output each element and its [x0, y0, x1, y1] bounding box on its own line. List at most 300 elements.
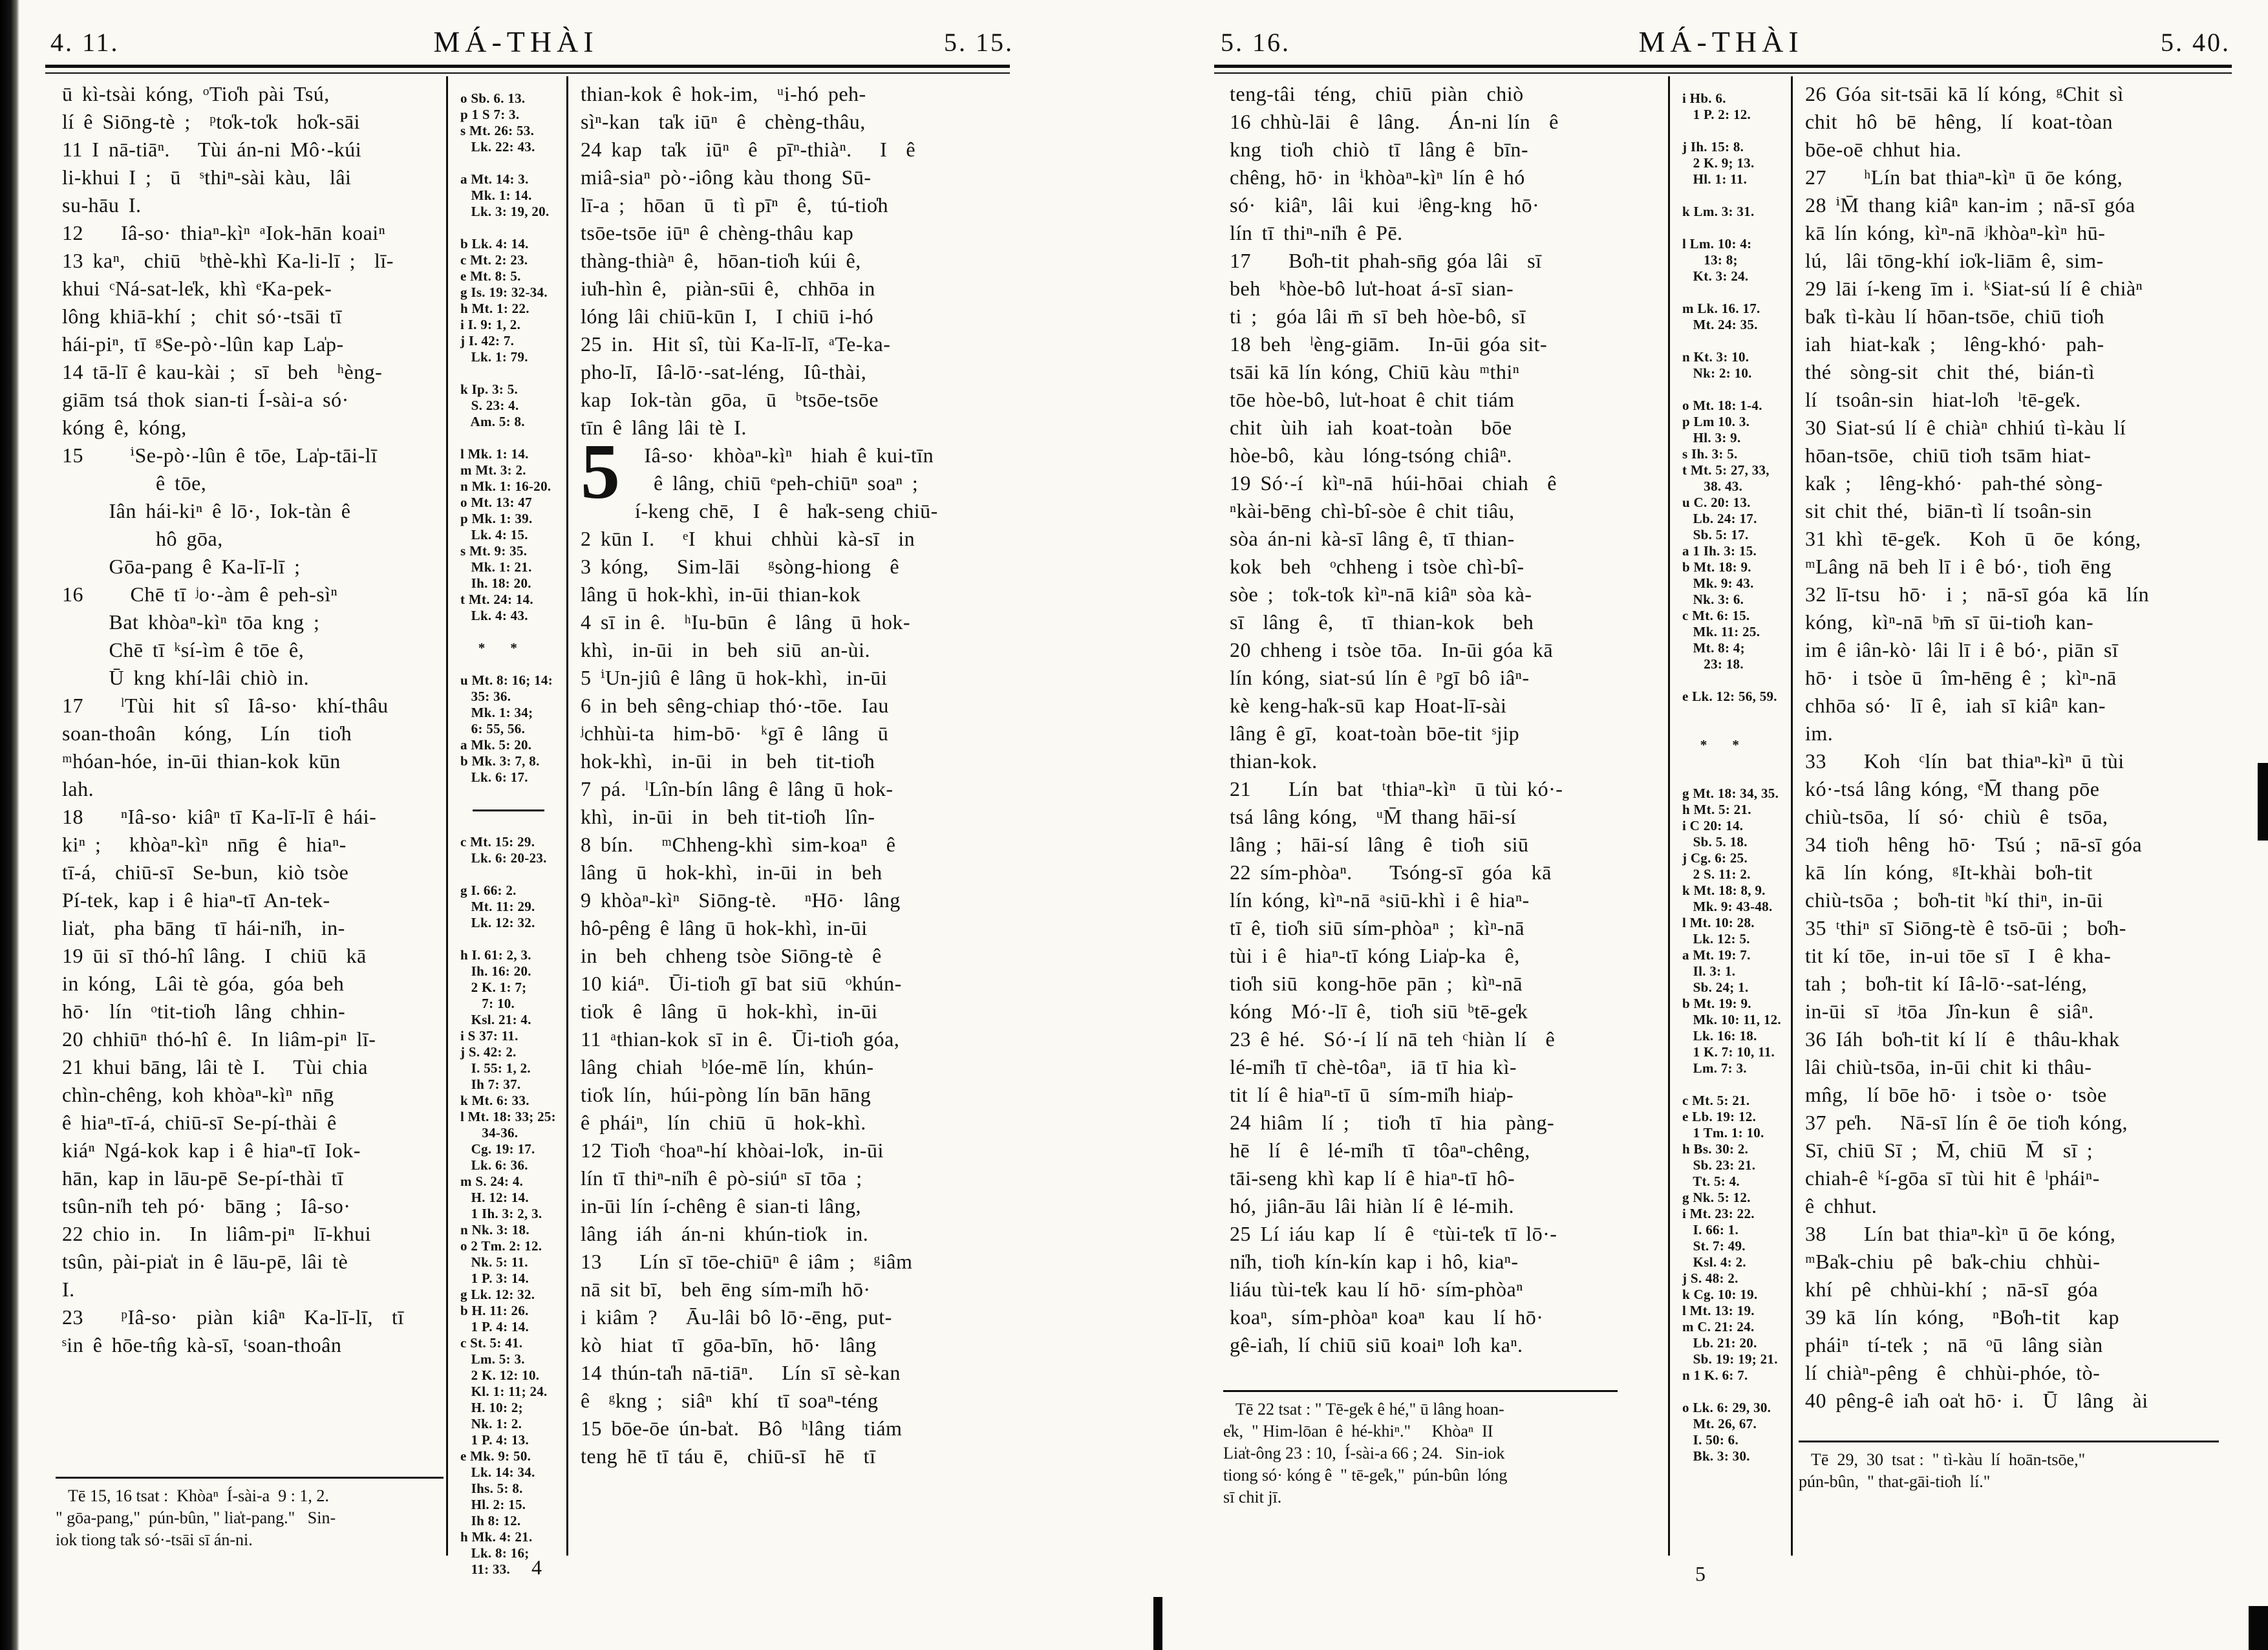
text-line: khui ᶜNá-sat-le̍k, khì ᵉKa-pek-	[62, 277, 332, 300]
text-line: 2 kūn I. ᵉI khui chhùi kà-sī in	[581, 527, 915, 550]
text-line: Bat khòaⁿ-kìⁿ tōa kng ;	[62, 610, 320, 634]
text-line: k Lm. 3: 31.	[1682, 204, 1755, 219]
text-line: lín kóng, kìⁿ-nā ᵃsiū-khì i ê hiaⁿ-	[1230, 888, 1530, 912]
text-line: lâng ū hok-khì, in-ūi in beh	[581, 861, 883, 884]
text-line: Bk. 3: 30.	[1682, 1448, 1750, 1464]
text-line: pún-bûn, " that-gāi-tio̍h lí."	[1799, 1472, 1991, 1491]
cross-reference-column	[460, 91, 562, 1578]
text-line: Kt. 3: 24.	[1682, 268, 1749, 284]
text-line: kā lín kóng, ᵍIt-khài bo̍h-tit	[1805, 861, 2093, 884]
text-line: S. 23: 4.	[460, 398, 519, 413]
text-line	[460, 866, 562, 883]
running-head-verse-right: 5. 15.	[944, 28, 1014, 57]
text-line: Lk. 3: 19, 20.	[460, 204, 550, 219]
text-line: m Lk. 16. 17.	[1682, 301, 1760, 316]
text-line: 2 K. 1: 7;	[460, 980, 527, 995]
text-line: hô-pêng ê lâng ū hok-khì, in-ūi	[581, 916, 868, 939]
text-line: ᵐhóan-hóe, in-ūi thian-kok kūn	[62, 749, 341, 773]
text-line: su-hāu I.	[62, 193, 142, 217]
text-line: iah hiat-ka̍k ; lêng-khó· pah-	[1805, 332, 2104, 356]
text-line: lóng lâi chiū-kūn I, I chiū i-hó	[581, 305, 874, 328]
text-line: p 1 S 7: 3.	[460, 107, 520, 122]
text-line: Mk. 1: 21.	[460, 559, 532, 575]
header-rule	[1214, 65, 2232, 74]
text-line: soan-thoân kóng, Lín tio̍h	[62, 722, 352, 745]
text-line	[1682, 672, 1787, 689]
verses-before-chapter	[581, 80, 1004, 442]
text-line: j S. 48: 2.	[1682, 1270, 1738, 1286]
text-line: li-khui I ; ū ˢthiⁿ-sài kàu, lâi	[62, 166, 352, 189]
text-line: 11 I nā-tiāⁿ. Tùi án-ni Mô·-kúi	[62, 138, 362, 161]
text-line: tio̍k lín, húi-pòng lín bān hāng	[581, 1083, 872, 1106]
text-line: Iân hái-kiⁿ ê lō·, Iok-tàn ê	[62, 499, 351, 522]
text-column-1	[1230, 80, 1614, 1359]
text-line: hái-piⁿ, tī ᵍSe-pò·-lûn kap La̍p-	[62, 332, 344, 356]
text-line: kó·-tsá lâng kóng, ᵉM̄ thang pōe	[1805, 777, 2100, 800]
text-line: liáu tùi-te̍k kau lí hō· sím-phòaⁿ	[1230, 1278, 1523, 1301]
text-line: Ih. 18: 20.	[460, 575, 531, 591]
text-line: Iâ-so· khòaⁿ-kìⁿ hiah ê kui-tīn	[635, 444, 934, 467]
text-line: tùi i ê hiaⁿ-tī kóng Lia̍p-ka ê,	[1230, 944, 1520, 967]
text-line: 16 Chē tī ʲo·-àm ê peh-sìⁿ	[62, 583, 338, 606]
text-line: o 2 Tm. 2: 12.	[460, 1238, 542, 1254]
text-line: I. 55: 1, 2.	[460, 1060, 531, 1076]
text-line: 16 chhù-lāi ê lâng. Án-ni lín ê	[1230, 110, 1559, 133]
text-line: in-ūi lín í-chêng ê sian-ti lâng,	[581, 1194, 861, 1217]
text-line: a Mt. 19: 7.	[1682, 947, 1751, 963]
text-line: tit kí tōe, in-ui tōe sī I ê kha-	[1805, 944, 2112, 967]
text-line: Pí-tek, kap i ê hiaⁿ-tī An-tek-	[62, 888, 330, 912]
text-line: ū kì-tsài kóng, ᵒTio̍h pài Tsú,	[62, 82, 330, 105]
text-line: Lb. 24: 17.	[1682, 511, 1757, 526]
corner-mark	[2249, 1606, 2268, 1650]
text-line: Mk. 10: 11, 12.	[1682, 1012, 1781, 1027]
text-line	[460, 656, 562, 672]
text-line: j Cg. 6: 25.	[1682, 850, 1748, 866]
text-line	[1682, 705, 1787, 721]
column-rule	[1791, 76, 1793, 1556]
text-line: 20 chhiūⁿ thó-hî ê. In liâm-piⁿ lī-	[62, 1027, 376, 1051]
text-line: Ksl. 21: 4.	[460, 1012, 531, 1027]
text-line: tsûn-ni̍h teh pó· bāng ; Iâ-so·	[62, 1194, 351, 1217]
text-line: Hl. 2: 15.	[460, 1497, 526, 1512]
text-line: i I. 9: 1, 2.	[460, 317, 521, 332]
running-head-title: MÁ-THÀI	[433, 25, 599, 58]
text-line: nā sit bī, beh ēng sím-mi̍h hō·	[581, 1278, 871, 1301]
cross-reference-column	[1682, 91, 1787, 1464]
text-line: giām tsá thok sian-ti Í-sài-a só·	[62, 388, 349, 411]
running-head-verse-left: 4. 11.	[50, 28, 120, 57]
text-line: Nk. 5: 11.	[460, 1254, 528, 1270]
text-line: I. 50: 6.	[1682, 1432, 1739, 1448]
text-line: 25 Lí iáu kap lí ê ᵉtùi-te̍k tī lō·-	[1230, 1222, 1557, 1245]
text-column-2	[1805, 80, 2236, 1415]
text-line: * *	[1682, 737, 1740, 753]
column-rule	[1668, 76, 1670, 1556]
text-line: Kl. 1: 11; 24.	[460, 1384, 548, 1399]
text-line: 18 ⁿIâ-so· kiâⁿ tī Ka-lī-lī ê hái-	[62, 805, 377, 828]
running-head-title: MÁ-THÀI	[1638, 25, 1804, 58]
text-line: p Mk. 1: 39.	[460, 511, 533, 526]
text-line: Sb. 19: 19; 21.	[1682, 1351, 1778, 1367]
text-line: 17 Bo̍h-tit phah-sn̄g góa lâi sī	[1230, 249, 1542, 272]
text-line: 1 P. 4: 14.	[460, 1319, 530, 1334]
text-line: teng hē tī táu ē, chiū-sī hē tī	[581, 1444, 876, 1468]
text-line: i Hb. 6.	[1682, 91, 1726, 106]
text-line	[460, 931, 562, 947]
text-line	[1682, 753, 1787, 769]
text-line: tōe hòe-bô, lu̍t-hoat ê chit tiám	[1230, 388, 1515, 411]
text-line: ê ᵍkng ; siâⁿ khí tī soaⁿ-téng	[581, 1389, 879, 1412]
text-line: 33 Koh ᶜlín bat thiaⁿ-kìⁿ ū tùi	[1805, 749, 2124, 773]
gutter-mark	[1153, 1597, 1162, 1650]
text-line: 24 kap ta̍k iūⁿ ê pīⁿ-thiàⁿ. I ê	[581, 138, 916, 161]
text-line: 2 K. 9; 13.	[1682, 155, 1755, 171]
text-line: 6 in beh sêng-chiap thó·-tōe. Iau	[581, 694, 889, 717]
text-line: lú, lâi tōng-khí io̍k-liām ê, sim-	[1805, 249, 2104, 272]
text-line: p Lm 10. 3.	[1682, 414, 1750, 429]
text-line: g Lk. 12: 32.	[460, 1287, 535, 1302]
text-line: 19 ūi sī thó-hî lâng. I chiū kā	[62, 944, 367, 967]
text-line: Mk. 9: 43.	[1682, 575, 1754, 591]
text-line: sòe ; to̍k-to̍k kìⁿ-nā kiâⁿ sòa kà-	[1230, 583, 1532, 606]
text-line: hō· lín ᵒtit-tio̍h lâng chhin-	[62, 1000, 346, 1023]
text-line: j S. 42: 2.	[460, 1044, 517, 1060]
text-line: kóng, kìⁿ-nā ᵇm̄ sī ūi-tio̍h kan-	[1805, 610, 2094, 634]
text-line: s Ih. 3: 5.	[1682, 446, 1738, 462]
text-line: kā lín kóng, kìⁿ-nā ʲkhòaⁿ-kìⁿ hū-	[1805, 221, 2106, 244]
text-line: lī-a ; hōan ū tì pīⁿ ê, tú-tio̍h	[581, 193, 889, 217]
text-line: 29 lāi í-keng īm i. ᵏSiat-sú lí ê chiàⁿ	[1805, 277, 2143, 300]
text-line: Lk. 8: 16;	[460, 1545, 530, 1561]
text-line: Tē 15, 16 tsat : Khòaⁿ Í-sài-a 9 : 1, 2.	[56, 1486, 329, 1505]
text-line: l Mt. 18: 33; 25:	[460, 1109, 556, 1124]
text-line: k Mt. 18: 8, 9.	[1682, 883, 1766, 898]
text-line: Lk. 6: 36.	[460, 1157, 528, 1173]
text-line: Lk. 16: 18.	[1682, 1028, 1757, 1044]
text-line: 23: 18.	[1682, 656, 1744, 672]
text-line: l Mt. 13: 19.	[1682, 1303, 1755, 1318]
text-line: c St. 5: 41.	[460, 1335, 523, 1351]
text-line: 2 S. 11: 2.	[1682, 866, 1751, 882]
text-line: thàng-thiàⁿ ê, hōan-tio̍h kúi ê,	[581, 249, 861, 272]
text-line: tio̍h siū kong-hōe pān ; kìⁿ-nā	[1230, 972, 1523, 995]
text-line: 15 bōe-ōe ún-ba̍t. Bô ʰlâng tiám	[581, 1417, 903, 1440]
text-line: 26 Góa sit-tsāi kā lí kóng, ᵍChit sì	[1805, 82, 2124, 105]
text-line: 38. 43.	[1682, 478, 1743, 494]
text-line: lâi chiù-tsōa, in-ūi chit ki thâu-	[1805, 1055, 2092, 1078]
text-line: g Mt. 18: 34, 35.	[1682, 786, 1779, 801]
text-line: ê tōe,	[62, 471, 207, 495]
text-line: 31 khì tē-ge̍k. Koh ū ōe kóng,	[1805, 527, 2141, 550]
text-line: n 1 K. 6: 7.	[1682, 1367, 1748, 1383]
text-line: o Lk. 6: 29, 30.	[1682, 1400, 1771, 1415]
text-line: b Mt. 19: 9.	[1682, 996, 1751, 1011]
text-line: " gōa-pang," pún-bûn, " lia̍t-pang." Sin-	[56, 1508, 336, 1527]
text-line: Lk. 14: 34.	[460, 1464, 535, 1480]
text-line: Lm. 7: 3.	[1682, 1060, 1747, 1076]
text-line	[460, 220, 562, 236]
text-line: H. 10: 2;	[460, 1400, 523, 1415]
text-line: tah ; bo̍h-tit kí Iâ-lō·-sat-léng,	[1805, 972, 2088, 995]
text-line: hòe-bô, kàu lóng-tsóng chiâⁿ.	[1230, 444, 1512, 467]
text-line: ba̍k tì-kàu lí hōan-tsōe, chiū tio̍h	[1805, 305, 2104, 328]
text-line: chìn-chêng, koh khòaⁿ-kìⁿ nn̄g	[62, 1083, 334, 1106]
text-line: Sb. 5: 17.	[1682, 527, 1749, 542]
footnote-right-page-col2	[1799, 1441, 2219, 1493]
text-line: 17 ˡTùi hit sî Iâ-so· khí-thâu	[62, 694, 389, 717]
text-line: i kiâm ? Āu-lâi bô lō·-ēng, put-	[581, 1305, 892, 1329]
text-line: sī lâng ê, tī thian-kok beh	[1230, 610, 1534, 634]
text-line: 27 ʰLín bat thiaⁿ-kìⁿ ū ōe kóng,	[1805, 166, 2123, 189]
text-line: hān, kap in lāu-pē Se-pí-thài tī	[62, 1166, 344, 1190]
text-line: 1 P. 3: 14.	[460, 1270, 530, 1286]
text-line: tī-á, chiū-sī Se-bun, kiò tsòe	[62, 861, 349, 884]
text-line: Nk: 2: 10.	[1682, 365, 1752, 381]
text-line: 28 ⁱM̄ thang kiâⁿ kan-im ; nā-sī góa	[1805, 193, 2135, 217]
text-line: Ih. 16: 20.	[460, 963, 531, 979]
text-line: b Mt. 18: 9.	[1682, 559, 1751, 575]
text-line: g Is. 19: 32-34.	[460, 284, 548, 300]
text-line: 34-36.	[460, 1125, 519, 1141]
text-line: 14 tā-lī ê kau-kài ; sī beh ʰèng-	[62, 360, 383, 383]
text-line: 34 tio̍h hêng hō· Tsú ; nā-sī góa	[1805, 833, 2143, 856]
text-line: Sb. 5. 18.	[1682, 834, 1748, 850]
text-line: Tē 29, 30 tsat : " tì-kàu lí hoān-tsōe,"	[1799, 1450, 2086, 1469]
text-line: Ū kng khí-lâi chiò in.	[62, 666, 310, 689]
text-line: tsûn, pài-pia̍t in ê lāu-pē, lâi tè	[62, 1250, 348, 1273]
text-line: mn̂g, lí bōe hō· i tsòe o· tsòe	[1805, 1083, 2107, 1106]
text-line: lâng ū hok-khì, in-ūi thian-kok	[581, 583, 861, 606]
text-line	[1682, 188, 1787, 204]
text-line: lín tī thiⁿ-ni̍h ê Pē.	[1230, 221, 1403, 244]
text-line: 23 ᵖIâ-so· piàn kiâⁿ Ka-lī-lī, tī	[62, 1305, 404, 1329]
text-line: e Mt. 8: 5.	[460, 268, 521, 284]
text-line: lâng ; hāi-sí lâng ê tio̍h siū	[1230, 833, 1529, 856]
text-line: tāi-seng khì kap lí ê hiaⁿ-tī hô-	[1230, 1166, 1515, 1190]
text-line: lâng ê gī, koat-toàn bōe-tit ˢjip	[1230, 722, 1520, 745]
text-line: m S. 24: 4.	[460, 1173, 524, 1189]
text-line	[460, 365, 562, 381]
text-line: chhōa só· lī ê, iah sī kiâⁿ kan-	[1805, 694, 2106, 717]
text-line: Lk. 12: 32.	[460, 915, 535, 930]
text-line: s Mt. 26: 53.	[460, 123, 535, 138]
text-line: Lm. 5: 3.	[460, 1351, 525, 1367]
text-line: 10 kiáⁿ. Ūi-tio̍h gī bat siū ᵒkhún-	[581, 972, 902, 995]
text-line: khì, in-ūi in beh siū an-ùi.	[581, 638, 871, 661]
text-line: 19 Só·-í kìⁿ-nā húi-hōai chiah ê	[1230, 471, 1557, 495]
text-line: H. 12: 14.	[460, 1190, 529, 1205]
text-line: im.	[1805, 722, 1834, 745]
text-line: Nk. 1: 2.	[460, 1416, 522, 1431]
text-line: 20 chheng i tsòe tōa. In-ūi góa kā	[1230, 638, 1554, 661]
text-line: koaⁿ, sím-phòaⁿ koaⁿ kau lí hō·	[1230, 1305, 1544, 1329]
text-line: tsá lâng kóng, ᵘM̄ thang hāi-sí	[1230, 805, 1517, 828]
text-line: k Mt. 6: 33.	[460, 1093, 530, 1108]
text-line: 37 pe̍h. Nā-sī lín ê ōe tio̍h kóng,	[1805, 1111, 2128, 1134]
text-line: lín tī thiⁿ-ni̍h ê pò-siúⁿ sī tōa ;	[581, 1166, 862, 1190]
text-line: a 1 Ih. 3: 15.	[1682, 543, 1757, 559]
text-line: k Ip. 3: 5.	[460, 381, 519, 397]
text-line: ti ; góa lâi m̄ sī beh hòe-bô, sī	[1230, 305, 1526, 328]
text-line: Ksl. 4: 2.	[1682, 1254, 1746, 1270]
text-line: Am. 5: 8.	[460, 414, 525, 429]
text-line: m C. 21: 24.	[1682, 1319, 1755, 1334]
text-line: lia̍t, pha bāng tī hái-ni̍h, in-	[62, 916, 345, 939]
text-line: m Mt. 3: 2.	[460, 462, 526, 478]
text-line: a Mk. 5: 20.	[460, 737, 532, 753]
chapter-5-verses	[581, 428, 1004, 1470]
text-line: t Mt. 5: 27, 33,	[1682, 462, 1770, 478]
text-line: lí ê Siōng-tè ; ᵖto̍k-to̍k ho̍k-sāi	[62, 110, 360, 133]
text-line: h Mt. 5: 21.	[1682, 802, 1751, 817]
text-line: ᵐBa̍k-chiu pê ba̍k-chiu chhùi-	[1805, 1250, 2101, 1273]
text-line: Lk. 12: 5.	[1682, 931, 1750, 947]
text-line: hō· i tsòe ū îm-hēng ê ; kìⁿ-nā	[1805, 666, 2117, 689]
chapter-5-block	[581, 428, 1004, 1470]
text-line	[460, 786, 562, 802]
text-line: Chē tī ᵏsí-ìm ê tōe ê,	[62, 638, 305, 661]
text-line: St. 7: 49.	[1682, 1238, 1746, 1254]
text-line: 7 pá. ˡLîn-bín lâng ê lâng ū hok-	[581, 777, 893, 800]
text-line	[1682, 333, 1787, 349]
text-line: e Mk. 9: 50.	[460, 1448, 531, 1464]
text-line: Ih 8: 12.	[460, 1513, 521, 1528]
text-line: Il. 3: 1.	[1682, 963, 1736, 979]
text-line: e Lk. 12: 56, 59.	[1682, 689, 1777, 704]
text-line: Mk. 11: 25.	[1682, 624, 1760, 639]
text-line: Lk. 22: 43.	[460, 139, 535, 155]
text-line: 2 K. 12: 10.	[460, 1367, 540, 1383]
text-line: iu̍h-hìn ê, piàn-sūi ê, chhōa in	[581, 277, 875, 300]
text-line: 38 Lín bat thiaⁿ-kìⁿ ū ōe kóng,	[1805, 1222, 2116, 1245]
text-line: tsāi kā lín kóng, Chiū kàu ᵐthiⁿ	[1230, 360, 1520, 383]
text-line: kóng ê, kóng,	[62, 416, 187, 439]
text-line: 39 kā lín kóng, ⁿBo̍h-tit kap	[1805, 1305, 2119, 1329]
text-line: 21 khui bāng, lâi tè I. Tùi chia	[62, 1055, 368, 1078]
text-line: sìⁿ-kan ta̍k iūⁿ ê chèng-thâu,	[581, 110, 866, 133]
text-line: Mk. 1: 14.	[460, 188, 532, 203]
text-line: lí chiàⁿ-pêng ê chhùi-phóe, tò-	[1805, 1361, 2101, 1384]
text-line: hok-khì, in-ūi in beh tit-tio̍h	[581, 749, 875, 773]
text-line: lông khiā-khí ; chit só·-tsāi tī	[62, 305, 342, 328]
text-line: 14 thún-ta̍h nā-tiāⁿ. Lín sī sè-kan	[581, 1361, 901, 1384]
text-line: ê pháiⁿ, lín chiū ū hok-khì.	[581, 1111, 866, 1134]
text-line: kng tio̍h chiò tī lâng ê bīn-	[1230, 138, 1528, 161]
text-line: sit chit thé, biān-tì lí tsoân-sin	[1805, 499, 2092, 522]
text-line: kok beh ᵒchheng i tsòe chì-bî-	[1230, 555, 1524, 578]
text-line: 35 ᵗthiⁿ sī Siōng-tè ê tsō-ūi ; bo̍h-	[1805, 916, 2126, 939]
text-line: Sb. 24; 1.	[1682, 980, 1749, 995]
text-line: iok tiong ta̍k só·-tsāi sī án-ni.	[56, 1530, 253, 1549]
text-line: tio̍k ê lâng ū hok-khì, in-ūi	[581, 1000, 878, 1023]
text-line: Lk. 6: 17.	[460, 769, 528, 785]
text-line: tit lí ê hiaⁿ-tī ū sím-mi̍h hia̍p-	[1230, 1083, 1514, 1106]
text-line: Mt. 24: 35.	[1682, 317, 1758, 332]
text-line: ʲchhùi-ta him-bō· ᵏgī ê lâng ū	[581, 722, 889, 745]
footnote-left-page	[56, 1477, 444, 1551]
text-line: e Lb. 19: 12.	[1682, 1109, 1757, 1124]
text-line: 24 hiâm lí ; tio̍h tī hia pàng-	[1230, 1111, 1555, 1134]
text-line: ê lâng, chiū ᵉpeh-chiūⁿ soaⁿ ;	[635, 471, 919, 495]
text-line: thé sòng-sit chit thé, bián-tì	[1805, 360, 2095, 383]
text-line: ᵐLâng nā beh lī i ê bó·, tio̍h ēng	[1805, 555, 2112, 578]
text-line	[1682, 1077, 1787, 1093]
text-line: b Mk. 3: 7, 8.	[460, 753, 540, 769]
text-line: chiah-ê ᵏí-gōa sī tùi hit ê ˡpháiⁿ-	[1805, 1166, 2100, 1190]
text-line: chit hô bē hêng, lí koat-tòan	[1805, 110, 2113, 133]
text-line: 15 ⁱSe-pò·-lûn ê tōe, La̍p-tāi-lī	[62, 444, 378, 467]
text-line: l Mt. 10: 28.	[1682, 915, 1755, 930]
text-line: Cg. 19: 17.	[460, 1141, 535, 1157]
text-line: 3 kóng, Sim-lāi ᵍsòng-hiong ê	[581, 555, 900, 578]
text-line	[460, 818, 562, 834]
text-line: gê-ia̍h, lí chiū siū koaiⁿ lo̍h kaⁿ.	[1230, 1333, 1523, 1356]
text-line: chiù-tsōa ; bo̍h-tit ʰkí thiⁿ, in-ūi	[1805, 888, 2103, 912]
text-column-1	[62, 80, 441, 1359]
text-line: miâ-siaⁿ pò·-iông kàu thong Sū-	[581, 166, 872, 189]
text-line: i Mt. 23: 22.	[1682, 1206, 1755, 1221]
text-line: 21 Lín bat ᵗthiaⁿ-kìⁿ ū tùi kó·-	[1230, 777, 1563, 800]
text-line: beh ᵏhòe-bô lu̍t-hoat á-sī sian-	[1230, 277, 1514, 300]
text-line: chiù-tsōa, lí só· chiù ê tsōa,	[1805, 805, 2108, 828]
text-line: pho-lī, Iâ-lō·-sat-léng, Iû-thài,	[581, 360, 867, 383]
text-line	[1682, 381, 1787, 398]
text-line: j I. 42: 7.	[460, 333, 515, 348]
text-line: u C. 20: 13.	[1682, 495, 1751, 510]
text-line: khì, in-ūi in beh tit-tio̍h lîn-	[581, 805, 875, 828]
edge-mark	[2258, 763, 2268, 841]
running-head-verse-left: 5. 16.	[1221, 28, 1290, 57]
text-line: só· kiâⁿ, lâi kui ʲêng-kng hō·	[1230, 193, 1540, 217]
text-line: tiong só· kóng ê " tē-ge̍k," pún-bûn lóng	[1223, 1466, 1508, 1484]
text-line: g Nk. 5: 12.	[1682, 1190, 1751, 1205]
text-line: bōe-oē chhut hia.	[1805, 138, 1962, 161]
text-line: g I. 66: 2.	[460, 883, 517, 898]
text-line: I. 66: 1.	[1682, 1222, 1739, 1238]
text-line: kè keng-ha̍k-sū kap Hoat-lī-sài	[1230, 694, 1507, 717]
text-line: u Mt. 8: 16; 14:	[460, 672, 553, 688]
text-line: lâng iáh án-ni khún-tio̍k in.	[581, 1222, 869, 1245]
text-line: Lk. 4: 15.	[460, 527, 528, 542]
text-line: 7: 10.	[460, 996, 515, 1011]
text-line: khí pê chhùi-khí ; nā-sī góa	[1805, 1278, 2099, 1301]
book-spine-shadow	[0, 0, 19, 1650]
text-line: 8 bín. ᵐChheng-khì sim-koaⁿ ê	[581, 833, 896, 856]
text-line: Sb. 23: 21.	[1682, 1157, 1756, 1173]
column-rule	[446, 76, 448, 1556]
text-line: kiáⁿ Ngá-kok kap i ê hiaⁿ-tī Iok-	[62, 1139, 361, 1162]
text-line	[1682, 1384, 1787, 1400]
column-rule	[566, 76, 568, 1556]
text-line: kiⁿ ; khòaⁿ-kìⁿ nn̄g ê hiaⁿ-	[62, 833, 347, 856]
header-rule	[45, 65, 1010, 74]
text-line: 13 Lín sī tōe-chiūⁿ ê iâm ; ᵍiâm	[581, 1250, 913, 1273]
running-head-verse-right: 5. 40.	[2161, 28, 2231, 57]
text-line: kóng Mó·-lī ê, tio̍h siū ᵇtē-ge̍k	[1230, 1000, 1528, 1023]
text-line: 35: 36.	[460, 689, 511, 704]
text-line: in beh chheng tsòe Siōng-tè ê	[581, 944, 882, 967]
text-line: 22 sím-phòaⁿ. Tsóng-sī góa kā	[1230, 861, 1552, 884]
text-line: chit ùih iah koat-toàn bōe	[1230, 416, 1512, 439]
text-line: 40 pêng-ê ia̍h oa̍t hō· i. Ū lâng ài	[1805, 1389, 2148, 1412]
text-line	[1682, 220, 1787, 236]
text-line: Lk. 6: 20-23.	[460, 850, 547, 866]
text-line: 32 lī-tsu hō· i ; nā-sī góa kā lín	[1805, 583, 2150, 606]
text-line: 1 Tm. 1: 10.	[1682, 1125, 1764, 1141]
text-line: Lk. 1: 79.	[460, 349, 528, 365]
text-line: im ê iân-kò· lâi lī i ê bó·, piān sī	[1805, 638, 2119, 661]
